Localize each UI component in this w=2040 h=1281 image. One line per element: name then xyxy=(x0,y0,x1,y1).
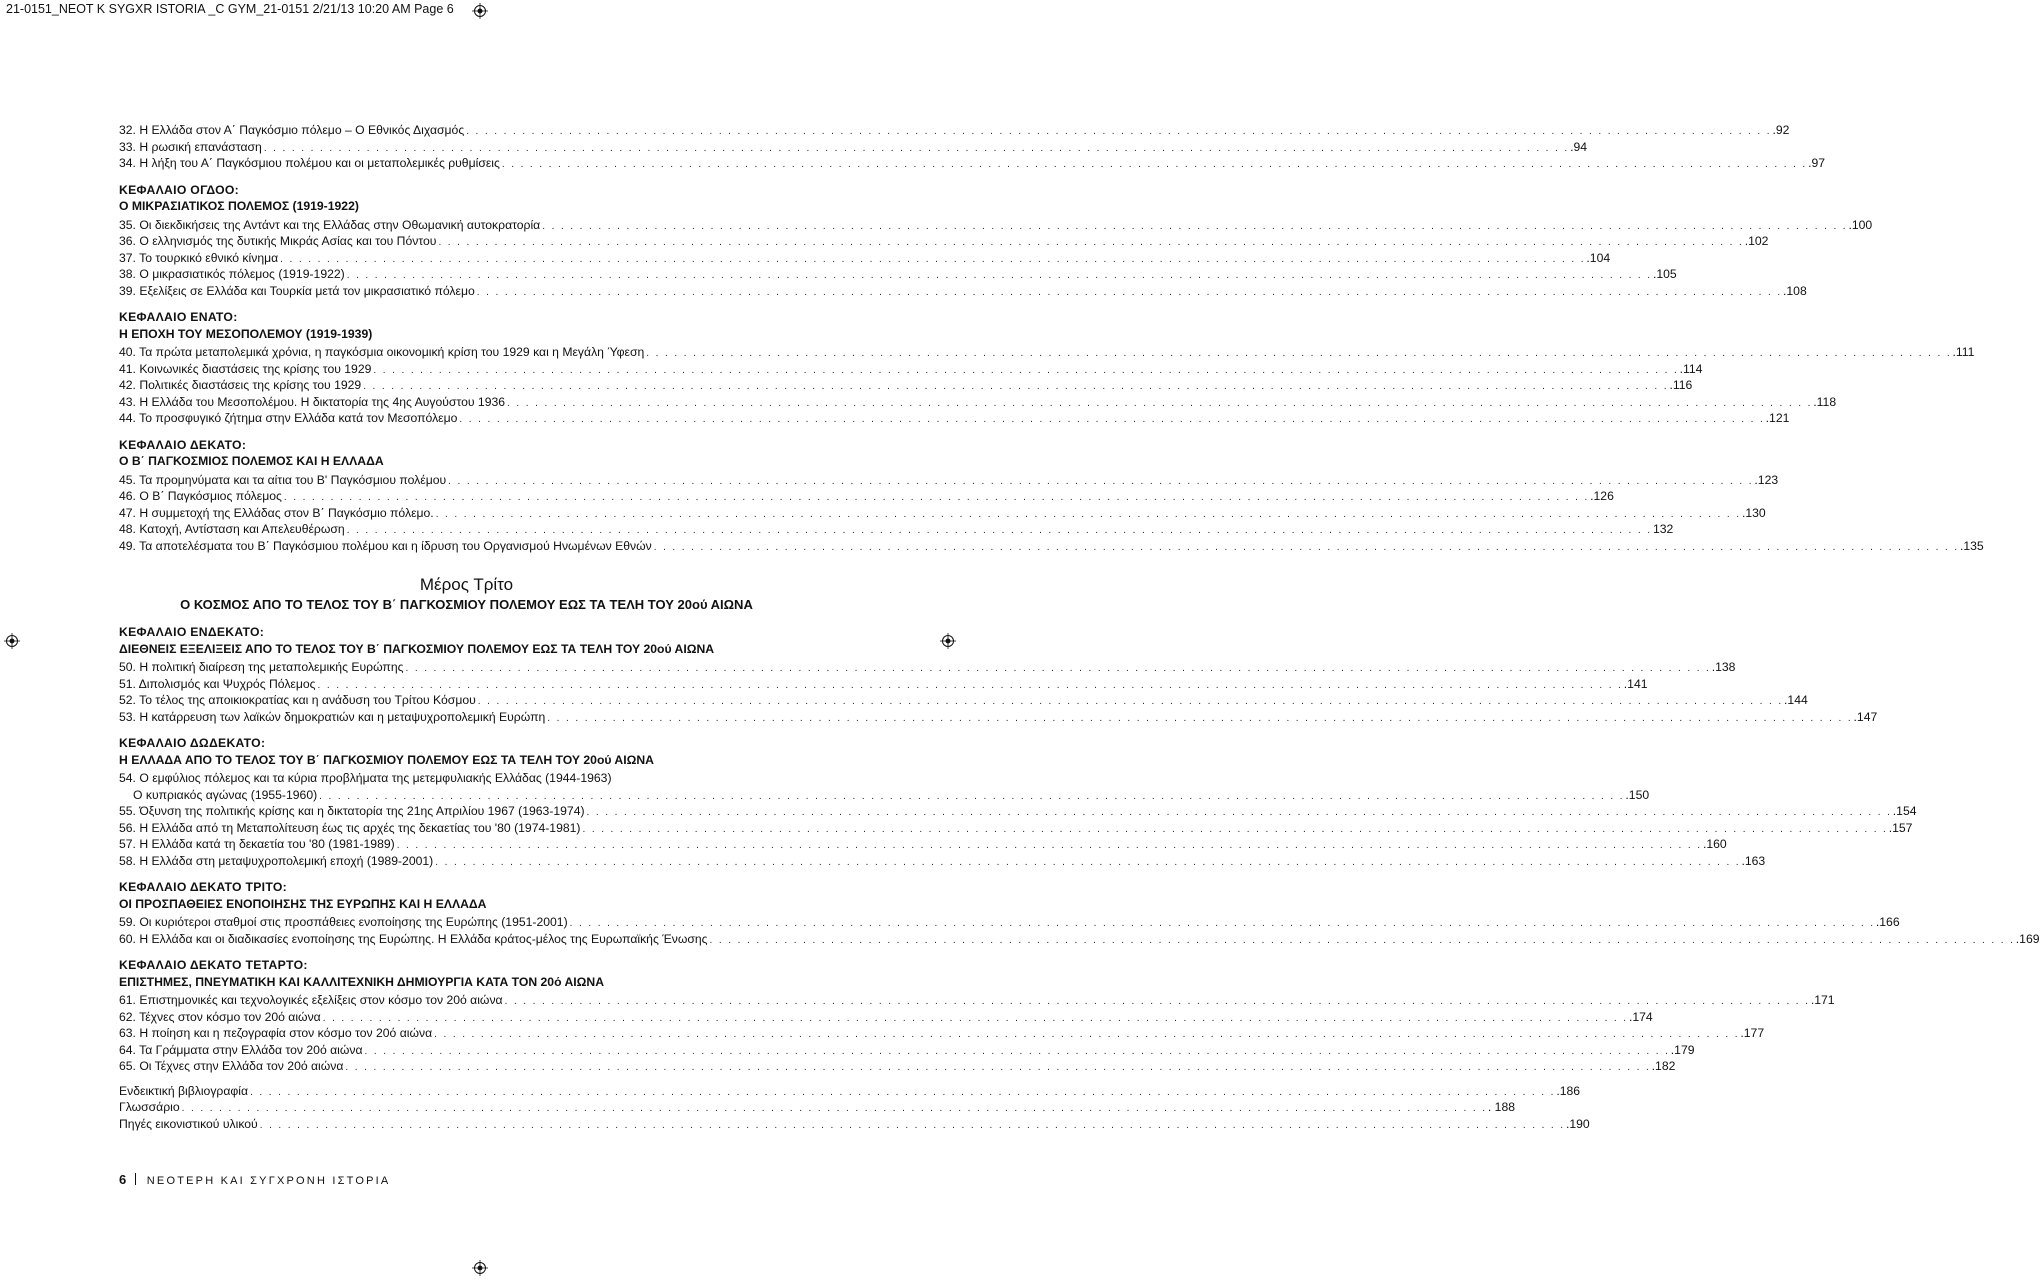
toc-entry-page: .130 xyxy=(1741,505,1766,520)
dot-leader: . . . . . . . . . . . . . . . . . . . . . . . . . . . . . . . . . . . . . . . . . . . . . . . . . . . . . . . . . . . . . . . . . . . . . . . . . . . . . . . . . . . . . . . . . . . . . . . . . . . . . . . . . . . . . . . . . . . . . . . . . . . . . . . . . . . . . . . . . . . . xyxy=(346,525,1652,536)
toc-entry-page: 132 xyxy=(1652,522,1674,536)
toc-entry-title: 49. Τα αποτελέσματα του Β΄ Παγκόσμιου πολέμου και η ίδρυση του Οργανισμού Ηνωμένων Εθνών xyxy=(119,538,652,553)
chapter-title: Ο Β΄ ΠΑΓΚΟΣΜΙΟΣ ΠΟΛΕΜΟΣ ΚΑΙ Η ΕΛΛΑΔΑ xyxy=(119,454,384,468)
toc-entry-title: 52. Το τέλος της αποικιοκρατίας και η ανάδυση του Τρίτου Κόσμου xyxy=(119,693,476,707)
toc-entry-page: .150 xyxy=(1625,787,1650,802)
toc-entry-page: .182 xyxy=(1651,1059,1676,1073)
page-footer xyxy=(119,1172,390,1187)
toc-entry-page: .186 xyxy=(1556,1083,1581,1098)
toc-entry-title: 40. Τα πρώτα μεταπολεμικά χρόνια, η παγκόσμια οικονομική κρίση του 1929 και η Μεγάλη Ύφεση xyxy=(119,345,645,359)
toc-entry-title: 64. Τα Γράμματα στην Ελλάδα τον 20ό αιώνα xyxy=(119,1042,363,1057)
toc-entry-title: Ενδεικτική βιβλιογραφία xyxy=(119,1083,249,1098)
toc-entry-title: Γλωσσάριο xyxy=(119,1100,180,1114)
toc-entry-title: Πηγές εικονιστικού υλικού xyxy=(119,1116,258,1131)
dot-leader: . . . . . . . . . . . . . . . . . . . . . . . . . . . . . . . . . . . . . . . . . . . . . . . . . . . . . . . . . . . . . . . . . . . . . . . . . . . . . . . . . . . . . . . . . . . . . . . . . . . . . . . . . . . . . . . . . . . . . . . . . . . . . . . . . . . . . . . . . . . . xyxy=(466,126,1772,137)
chapter-title: Ο ΜΙΚΡΑΣΙΑΤΙΚΟΣ ΠΟΛΕΜΟΣ (1919-1922) xyxy=(119,199,359,213)
toc-entry-page: .105 xyxy=(1652,267,1677,281)
toc-entry xyxy=(119,787,1650,804)
toc-entry xyxy=(119,1116,1590,1133)
dot-leader: . . . . . . . . . . . . . . . . . . . . . . . . . . . . . . . . . . . . . . . . . . . . . . . . . . . . . . . . . . . . . . . . . . . . . . . . . . . . . . . . . . . . . . . . . . . . . . . . . . . . . . . . . . . . . . . . . . . . . . . . . . . . . . . . . . . . . . . . . . . . xyxy=(646,348,1952,359)
toc-entry-page: .169 xyxy=(2015,931,2040,946)
toc-entry-title: 33. Η ρωσική επανάσταση xyxy=(119,139,262,154)
chapter-label: ΚΕΦΑΛΑΙΟ ΕΝΔΕΚΑΤΟ: xyxy=(119,625,265,639)
registration-mark-icon xyxy=(472,3,488,19)
toc-entry xyxy=(119,139,1588,156)
chapter-label: ΚΕΦΑΛΑΙΟ ΟΓΔΟΟ: xyxy=(119,182,240,197)
toc-entry-title: 32. Η Ελλάδα στον Α΄ Παγκόσμιο πόλεμο – Ο Εθνικός Διχασμός xyxy=(119,123,465,137)
registration-mark-icon xyxy=(4,633,20,649)
toc-entry-title: 65. Οι Τέχνες στην Ελλάδα τον 20ό αιώνα xyxy=(119,1059,344,1073)
toc-entry-page: .116 xyxy=(1669,378,1693,392)
dot-leader: . . . . . . . . . . . . . . . . . . . . . . . . . . . . . . . . . . . . . . . . . . . . . . . . . . . . . . . . . . . . . . . . . . . . . . . . . . . . . . . . . . . . . . . . . . . . . . . . . . . . . . . . . . . . . . . . . . . . . . . . . . . . . . . . . . . . . . . . . . . . xyxy=(263,142,1570,154)
toc-entry-title: 48. Κατοχή, Αντίσταση και Απελευθέρωση xyxy=(119,522,345,536)
chapter-title: ΔΙΕΘΝΕΙΣ ΕΞΕΛΙΞΕΙΣ ΑΠΟ ΤΟ ΤΕΛΟΣ ΤΟΥ Β΄ ΠΑΓΚΟΣΜΙΟΥ ΠΟΛΕΜΟΥ ΕΩΣ ΤΑ ΤΕΛΗ ΤΟΥ 20ού ΑΙΩΝΑ xyxy=(119,641,715,656)
chapter-label: ΚΕΦΑΛΑΙΟ ΕΝΑΤΟ: xyxy=(119,310,238,324)
dot-leader: . . . . . . . . . . . . . . . . . . . . . . . . . . . . . . . . . . . . . . . . . . . . . . . . . . . . . . . . . . . . . . . . . . . . . . . . . . . . . . . . . . . . . . . . . . . . . . . . . . . . . . . . . . . . . . . . . . . . . . . . . . . . . . . . . . . . . . . . . . . . xyxy=(582,823,1888,835)
toc-entry-page: .92 xyxy=(1772,123,1790,137)
dot-leader: . . . . . . . . . . . . . . . . . . . . . . . . . . . . . . . . . . . . . . . . . . . . . . . . . . . . . . . . . . . . . . . . . . . . . . . . . . . . . . . . . . . . . . . . . . . . . . . . . . . . . . . . . . . . . . . . . . . . . . . . . . . . . . . . . . . . . . . . . . . . xyxy=(405,663,1711,674)
chapter-title: ΕΠΙΣΤΗΜΕΣ, ΠΝΕΥΜΑΤΙΚΗ ΚΑΙ ΚΑΛΛΙΤΕΧΝΙΚΗ ΔΗΜΙΟΥΡΓΙΑ ΚΑΤΑ ΤΟΝ 20ό ΑΙΩΝΑ xyxy=(119,974,605,989)
dot-leader: . . . . . . . . . . . . . . . . . . . . . . . . . . . . . . . . . . . . . . . . . . . . . . . . . . . . . . . . . . . . . . . . . . . . . . . . . . . . . . . . . . . . . . . . . . . . . . . . . . . . . . . . . . . . . . . . . . . . . . . . . . . . . . . . . . . . . . . . . . . . xyxy=(507,397,1813,409)
toc-entry xyxy=(119,538,1984,555)
toc-entry-page: .100 xyxy=(1848,217,1873,232)
dot-leader: . . . . . . . . . . . . . . . . . . . . . . . . . . . . . . . . . . . . . . . . . . . . . . . . . . . . . . . . . . . . . . . . . . . . . . . . . . . . . . . . . . . . . . . . . . . . . . . . . . . . . . . . . . . . . . . . . . . . . . . . . . . . . . . . . . . . . . . . . . . . xyxy=(459,414,1765,425)
toc-entry xyxy=(119,709,1878,726)
toc-entry-title: 36. Ο ελληνισμός της δυτικής Μικράς Ασίας και του Πόντου xyxy=(119,234,437,248)
toc-entry-page: .94 xyxy=(1570,139,1588,154)
chapter-label: ΚΕΦΑΛΑΙΟ ΔΕΚΑΤΟ ΤΕΤΑΡΤΟ: xyxy=(119,958,308,972)
dot-leader: . . . . . . . . . . . . . . . . . . . . . . . . . . . . . . . . . . . . . . . . . . . . . . . . . . . . . . . . . . . . . . . . . . . . . . . . . . . . . . . . . . . . . . . . . . . . . . . . . . . . . . . . . . . . . . . . . . . . . . . . . . . . . . . . . . . . . . . . . . . . xyxy=(322,1012,1628,1024)
toc-entry-page: .108 xyxy=(1783,283,1807,298)
toc-entry-page: .123 xyxy=(1754,472,1779,487)
page-number: 6 xyxy=(119,1172,127,1187)
dot-leader: . . . . . . . . . . . . . . . . . . . . . . . . . . . . . . . . . . . . . . . . . . . . . . . . . . . . . . . . . . . . . . . . . . . . . . . . . . . . . . . . . . . . . . . . . . . . . . . . . . . . . . . . . . . . . . . . . . . . . . . . . . . . . . . . . . . . . . . . . . . . xyxy=(250,1086,1556,1098)
toc-entry-page: .97 xyxy=(1808,156,1826,170)
toc-entry-page: .102 xyxy=(1744,234,1769,248)
toc-entry-page: .166 xyxy=(1875,915,1900,929)
toc-entry-title: 60. Η Ελλάδα και οι διαδικασίες ενοποίησης της Ευρώπης. Η Ελλάδα κράτος-μέλος της Ευρωπαϊκής Ένωσης xyxy=(119,931,708,946)
dot-leader: . . . . . . . . . . . . . . . . . . . . . . . . . . . . . . . . . . . . . . . . . . . . . . . . . . . . . . . . . . . . . . . . . . . . . . . . . . . . . . . . . . . . . . . . . . . . . . . . . . . . . . . . . . . . . . . . . . . . . . . . . . . . . . . . . . . . . . . . . . . . xyxy=(504,996,1810,1007)
dot-leader: . . . . . . . . . . . . . . . . . . . . . . . . . . . . . . . . . . . . . . . . . . . . . . . . . . . . . . . . . . . . . . . . . . . . . . . . . . . . . . . . . . . . . . . . . . . . . . . . . . . . . . . . . . . . . . . . . . . . . . . . . . . . . . . . . . . . . . . . . . . . xyxy=(476,286,1782,298)
toc-entry-title: 46. Ο Β΄ Παγκόσμιος πόλεμος xyxy=(119,489,282,503)
toc-entry xyxy=(119,692,1808,709)
toc-entry-title: 38. Ο μικρασιατικός πόλεμος (1919-1922) xyxy=(119,267,345,281)
dot-leader: . . . . . . . . . . . . . . . . . . . . . . . . . . . . . . . . . . . . . . . . . . . . . . . . . . . . . . . . . . . . . . . . . . . . . . . . . . . . . . . . . . . . . . . . . . . . . . . . . . . . . . . . . . . . . . . . . . . . . . . . . . . . . . . . . . . . . . . . . . . . xyxy=(542,220,1848,232)
toc-entry xyxy=(119,836,1727,853)
toc-entry-page: . 188 xyxy=(1487,1100,1516,1114)
toc-entry xyxy=(119,521,1674,538)
dot-leader: . . . . . . . . . . . . . . . . . . . . . . . . . . . . . . . . . . . . . . . . . . . . . . . . . . . . . . . . . . . . . . . . . . . . . . . . . . . . . . . . . . . . . . . . . . . . . . . . . . . . . . . . . . . . . . . . . . . . . . . . . . . . . . . . . . . . . . . . . . . . xyxy=(345,1062,1651,1073)
toc-entry xyxy=(119,361,1703,378)
dot-leader: . . . . . . . . . . . . . . . . . . . . . . . . . . . . . . . . . . . . . . . . . . . . . . . . . . . . . . . . . . . . . . . . . . . . . . . . . . . . . . . . . . . . . . . . . . . . . . . . . . . . . . . . . . . . . . . . . . . . . . . . . . . . . . . . . . . . . . . . . . . . xyxy=(283,492,1590,503)
toc-entry xyxy=(119,377,1693,394)
toc-entry-page: .160 xyxy=(1702,837,1727,851)
chapter-title: Η ΕΠΟΧΗ ΤΟΥ ΜΕΣΟΠΟΛΕΜΟΥ (1919-1939) xyxy=(119,326,373,341)
toc-entry xyxy=(119,394,1837,411)
dot-leader: . . . . . . . . . . . . . . . . . . . . . . . . . . . . . . . . . . . . . . . . . . . . . . . . . . . . . . . . . . . . . . . . . . . . . . . . . . . . . . . . . . . . . . . . . . . . . . . . . . . . . . . . . . . . . . . . . . . . . . . . . . . . . . . . . . . . . . . . . . . . xyxy=(438,237,1744,248)
dot-leader: . . . . . . . . . . . . . . . . . . . . . . . . . . . . . . . . . . . . . . . . . . . . . . . . . . . . . . . . . . . . . . . . . . . . . . . . . . . . . . . . . . . . . . . . . . . . . . . . . . . . . . . . . . . . . . . . . . . . . . . . . . . . . . . . . . . . . . . . . . . . xyxy=(569,918,1875,929)
toc-entry-title: 57. Η Ελλάδα κατά τη δεκαετία του '80 (1981-1989) xyxy=(119,837,395,851)
chapter-label: ΚΕΦΑΛΑΙΟ ΔΩΔΕΚΑΤΟ: xyxy=(119,736,266,750)
dot-leader: . . . . . . . . . . . . . . . . . . . . . . . . . . . . . . . . . . . . . . . . . . . . . . . . . . . . . . . . . . . . . . . . . . . . . . . . . . . . . . . . . . . . . . . . . . . . . . . . . . . . . . . . . . . . . . . . . . . . . . . . . . . . . . . . . . . . . . . . . . . . xyxy=(448,475,1754,487)
dot-leader: . . . . . . . . . . . . . . . . . . . . . . . . . . . . . . . . . . . . . . . . . . . . . . . . . . . . . . . . . . . . . . . . . . . . . . . . . . . . . . . . . . . . . . . . . . . . . . . . . . . . . . . . . . . . . . . . . . . . . . . . . . . . . . . . . . . . . . . . . . . . xyxy=(319,790,1625,802)
dot-leader: . . . . . . . . . . . . . . . . . . . . . . . . . . . . . . . . . . . . . . . . . . . . . . . . . . . . . . . . . . . . . . . . . . . . . . . . . . . . . . . . . . . . . . . . . . . . . . . . . . . . . . . . . . . . . . . . . . . . . . . . . . . . . . . . . . . . . . . . . . . . xyxy=(435,856,1741,868)
toc-entry-title: 50. Η πολιτική διαίρεση της μεταπολεμικής Ευρώπης xyxy=(119,660,404,674)
chapter-heading xyxy=(119,735,814,768)
chapter-heading xyxy=(119,879,814,912)
toc-entry xyxy=(119,122,1790,139)
part-heading xyxy=(119,574,814,614)
toc-entry xyxy=(119,803,1917,820)
toc-entry-page: .111 xyxy=(1952,345,1975,359)
toc-entry-page: .114 xyxy=(1679,361,1703,376)
toc-entry-title: 45. Τα προμηνύματα και τα αίτια του Β' Παγκόσμιου πολέμου xyxy=(119,472,447,487)
registration-mark-icon xyxy=(472,1260,488,1276)
chapter-heading xyxy=(119,182,814,215)
toc-entry-page: .147 xyxy=(1853,709,1878,724)
registration-mark-icon xyxy=(940,633,956,649)
toc-entry xyxy=(119,233,1769,250)
toc-entry xyxy=(119,1009,1653,1026)
dot-leader: . . . . . . . . . . . . . . . . . . . . . . . . . . . . . . . . . . . . . . . . . . . . . . . . . . . . . . . . . . . . . . . . . . . . . . . . . . . . . . . . . . . . . . . . . . . . . . . . . . . . . . . . . . . . . . . . . . . . . . . . . . . . . . . . . . . . . . . . . . . . xyxy=(181,1103,1487,1114)
toc-entry xyxy=(119,914,1900,931)
toc-entry-page: .118 xyxy=(1813,394,1837,409)
chapter-label: ΚΕΦΑΛΑΙΟ ΔΕΚΑΤΟ: xyxy=(119,437,247,452)
running-title: ΝΕΟΤΕΡΗ ΚΑΙ ΣΥΓΧΡΟΝΗ ΙΣΤΟΡΙΑ xyxy=(146,1175,391,1187)
toc-entry xyxy=(119,250,1611,267)
toc-entry xyxy=(119,931,2040,948)
toc-entry xyxy=(119,676,1648,693)
toc-entry xyxy=(119,488,1614,505)
toc-entry-page: .135 xyxy=(1959,538,1984,553)
dot-leader: . . . . . . . . . . . . . . . . . . . . . . . . . . . . . . . . . . . . . . . . . . . . . . . . . . . . . . . . . . . . . . . . . . . . . . . . . . . . . . . . . . . . . . . . . . . . . . . . . . . . . . . . . . . . . . . . . . . . . . . . . . . . . . . . . . . . . . . . . . . . xyxy=(434,1029,1740,1040)
toc-entry xyxy=(119,992,1835,1009)
toc-entry xyxy=(119,1025,1765,1042)
toc-entry-title: 53. Η κατάρρευση των λαϊκών δημοκρατιών και η μεταψυχροπολεμική Ευρώπη xyxy=(119,709,546,724)
toc-entry xyxy=(119,266,1677,283)
toc-entry-title: 34. Η λήξη του Α΄ Παγκόσμιου πολέμου και οι μεταπολεμικές ρυθμίσεις xyxy=(119,156,500,170)
toc-entry xyxy=(119,659,1736,676)
toc-entry-title: 35. Οι διεκδικήσεις της Αντάντ και της Ελλάδας στην Οθωμανική αυτοκρατορία xyxy=(119,217,541,232)
chapter-title: Η ΕΛΛΑΔΑ ΑΠΟ ΤΟ ΤΕΛΟΣ ΤΟΥ Β΄ ΠΑΓΚΟΣΜΙΟΥ ΠΟΛΕΜΟΥ ΕΩΣ ΤΑ ΤΕΛΗ ΤΟΥ 20ού ΑΙΩΝΑ xyxy=(119,752,654,767)
footer-divider xyxy=(135,1173,136,1185)
toc-entry-page: .174 xyxy=(1628,1009,1653,1024)
dot-leader: . . . . . . . . . . . . . . . . . . . . . . . . . . . . . . . . . . . . . . . . . . . . . . . . . . . . . . . . . . . . . . . . . . . . . . . . . . . . . . . . . . . . . . . . . . . . . . . . . . . . . . . . . . . . . . . . . . . . . . . . . . . . . . . . . . . . . . . . . . . . xyxy=(501,159,1808,170)
toc-entry-page: .157 xyxy=(1888,820,1913,835)
toc-entry-title: 41. Κοινωνικές διαστάσεις της κρίσης του 1929 xyxy=(119,361,372,376)
dot-leader: . . . . . . . . . . . . . . . . . . . . . . . . . . . . . . . . . . . . . . . . . . . . . . . . . . . . . . . . . . . . . . . . . . . . . . . . . . . . . . . . . . . . . . . . . . . . . . . . . . . . . . . . . . . . . . . . . . . . . . . . . . . . . . . . . . . . . . . . . . . . xyxy=(259,1119,1565,1131)
chapter-heading xyxy=(119,957,814,990)
toc-entry xyxy=(119,820,1913,837)
toc-entry xyxy=(119,1099,1516,1116)
toc-entry xyxy=(119,217,1873,234)
toc-entry-page: .154 xyxy=(1892,804,1917,818)
toc-entry-title: 59. Οι κυριότεροι σταθμοί στις προσπάθειες ενοποίησης της Ευρώπης (1951-2001) xyxy=(119,915,568,929)
dot-leader: . . . . . . . . . . . . . . . . . . . . . . . . . . . . . . . . . . . . . . . . . . . . . . . . . . . . . . . . . . . . . . . . . . . . . . . . . . . . . . . . . . . . . . . . . . . . . . . . . . . . . . . . . . . . . . . . . . . . . . . . . . . . . . . . . . . . . . . . . . . . xyxy=(373,364,1679,376)
chapter-label: ΚΕΦΑΛΑΙΟ ΔΕΚΑΤΟ ΤΡΙΤΟ: xyxy=(119,880,288,894)
toc-entry xyxy=(119,410,1790,427)
toc-entry-page: .179 xyxy=(1670,1042,1695,1057)
toc-entry-title: 42. Πολιτικές διαστάσεις της κρίσης του 1929 xyxy=(119,378,362,392)
toc-entry-page: .171 xyxy=(1810,993,1835,1007)
toc-entry-page: .141 xyxy=(1623,676,1648,691)
toc-entry-page: .163 xyxy=(1741,853,1766,868)
toc-entry-title: 39. Εξελίξεις σε Ελλάδα και Τουρκία μετά τον μικρασιατικό πόλεμο xyxy=(119,283,475,298)
toc-entry-title: 56. Η Ελλάδα από τη Μεταπολίτευση έως τις αρχές της δεκαετίας του '80 (1974-1981) xyxy=(119,820,581,835)
toc-entry-page: .190 xyxy=(1565,1116,1590,1131)
dot-leader: . . . . . . . . . . . . . . . . . . . . . . . . . . . . . . . . . . . . . . . . . . . . . . . . . . . . . . . . . . . . . . . . . . . . . . . . . . . . . . . . . . . . . . . . . . . . . . . . . . . . . . . . . . . . . . . . . . . . . . . . . . . . . . . . . . . . . . . . . . . . xyxy=(653,541,1959,553)
toc-entry-page: .104 xyxy=(1586,250,1611,265)
dot-leader: . . . . . . . . . . . . . . . . . . . . . . . . . . . . . . . . . . . . . . . . . . . . . . . . . . . . . . . . . . . . . . . . . . . . . . . . . . . . . . . . . . . . . . . . . . . . . . . . . . . . . . . . . . . . . . . . . . . . . . . . . . . . . . . . . . . . . . . . . . . . xyxy=(547,712,1853,724)
toc-entry-page: .126 xyxy=(1590,489,1614,503)
toc-entry-title: 51. Διπολισμός και Ψυχρός Πόλεμος xyxy=(119,676,316,691)
toc-entry xyxy=(119,344,1975,361)
toc-entry-title: 63. Η ποίηση και η πεζογραφία στον κόσμο τον 20ό αιώνα xyxy=(119,1026,433,1040)
toc-entry xyxy=(119,1042,1695,1059)
dot-leader: . . . . . . . . . . . . . . . . . . . . . . . . . . . . . . . . . . . . . . . . . . . . . . . . . . . . . . . . . . . . . . . . . . . . . . . . . . . . . . . . . . . . . . . . . . . . . . . . . . . . . . . . . . . . . . . . . . . . . . . . . . . . . . . . . . . . . . . . . . . . xyxy=(363,381,1669,392)
dot-leader: . . . . . . . . . . . . . . . . . . . . . . . . . . . . . . . . . . . . . . . . . . . . . . . . . . . . . . . . . . . . . . . . . . . . . . . . . . . . . . . . . . . . . . . . . . . . . . . . . . . . . . . . . . . . . . . . . . . . . . . . . . . . . . . . . . . . . . . . . . . . xyxy=(396,840,1702,851)
toc-entry-title: 58. Η Ελλάδα στη μεταψυχροπολεμική εποχή (1989-2001) xyxy=(119,853,434,868)
toc-entry-page: .121 xyxy=(1765,411,1790,425)
dot-leader: . . . . . . . . . . . . . . . . . . . . . . . . . . . . . . . . . . . . . . . . . . . . . . . . . . . . . . . . . . . . . . . . . . . . . . . . . . . . . . . . . . . . . . . . . . . . . . . . . . . . . . . . . . . . . . . . . . . . . . . . . . . . . . . . . . . . . . . . . . . . xyxy=(709,934,2015,946)
part-title: Μέρος Τρίτο xyxy=(419,575,514,594)
dot-leader: . . . . . . . . . . . . . . . . . . . . . . . . . . . . . . . . . . . . . . . . . . . . . . . . . . . . . . . . . . . . . . . . . . . . . . . . . . . . . . . . . . . . . . . . . . . . . . . . . . . . . . . . . . . . . . . . . . . . . . . . . . . . . . . . . . . . . . . . . . . . xyxy=(477,696,1784,707)
chapter-heading xyxy=(119,309,814,342)
toc-entry-title: 62. Τέχνες στον κόσμο τον 20ό αιώνα xyxy=(119,1009,321,1024)
chapter-heading xyxy=(119,437,814,470)
toc-entry-title: 61. Επιστημονικές και τεχνολογικές εξελίξεις στον κόσμο τον 20ό αιώνα xyxy=(119,993,503,1007)
toc-entry-title: 55. Όξυνση της πολιτικής κρίσης και η δικτατορία της 21ης Απριλίου 1967 (1963-1974) xyxy=(119,804,585,818)
toc-entry xyxy=(119,505,1766,522)
toc-entry-title: 54. Ο εμφύλιος πόλεμος και τα κύρια προβλήματα της μετεμφυλιακής Ελλάδας (1944-1963) xyxy=(119,771,612,785)
toc-entry-page: .177 xyxy=(1740,1026,1765,1040)
toc-entry xyxy=(119,155,1826,172)
dot-leader: . . . . . . . . . . . . . . . . . . . . . . . . . . . . . . . . . . . . . . . . . . . . . . . . . . . . . . . . . . . . . . . . . . . . . . . . . . . . . . . . . . . . . . . . . . . . . . . . . . . . . . . . . . . . . . . . . . . . . . . . . . . . . . . . . . . . . . . . . . . . xyxy=(435,508,1741,520)
toc-entry-title: 37. Το τουρκικό εθνικό κίνημα xyxy=(119,250,279,265)
toc-entry xyxy=(119,283,1807,300)
toc-entry-title: 44. Το προσφυγικό ζήτημα στην Ελλάδα κατά τον Μεσοπόλεμο xyxy=(119,411,458,425)
toc-entry-title: 43. Η Ελλάδα του Μεσοπολέμου. Η δικτατορία της 4ης Αυγούστου 1936 xyxy=(119,394,506,409)
dot-leader: . . . . . . . . . . . . . . . . . . . . . . . . . . . . . . . . . . . . . . . . . . . . . . . . . . . . . . . . . . . . . . . . . . . . . . . . . . . . . . . . . . . . . . . . . . . . . . . . . . . . . . . . . . . . . . . . . . . . . . . . . . . . . . . . . . . . . . . . . . . . xyxy=(346,270,1652,281)
toc-entry xyxy=(119,472,1779,489)
dot-leader: . . . . . . . . . . . . . . . . . . . . . . . . . . . . . . . . . . . . . . . . . . . . . . . . . . . . . . . . . . . . . . . . . . . . . . . . . . . . . . . . . . . . . . . . . . . . . . . . . . . . . . . . . . . . . . . . . . . . . . . . . . . . . . . . . . . . . . . . . . . . xyxy=(280,253,1586,265)
toc-entry-page: .144 xyxy=(1784,693,1808,707)
toc-entry-title: 47. Η συμμετοχή της Ελλάδας στον Β΄ Παγκόσμιο πόλεμο. xyxy=(119,505,434,520)
toc-entry xyxy=(119,1083,1581,1100)
chapter-title: ΟΙ ΠΡΟΣΠΑΘΕΙΕΣ ΕΝΟΠΟΙΗΣΗΣ ΤΗΣ ΕΥΡΩΠΗΣ ΚΑΙ Η ΕΛΛΑΔΑ xyxy=(119,896,487,911)
toc-entry-title: Ο κυπριακός αγώνας (1955-1960) xyxy=(133,787,318,802)
dot-leader: . . . . . . . . . . . . . . . . . . . . . . . . . . . . . . . . . . . . . . . . . . . . . . . . . . . . . . . . . . . . . . . . . . . . . . . . . . . . . . . . . . . . . . . . . . . . . . . . . . . . . . . . . . . . . . . . . . . . . . . . . . . . . . . . . . . . . . . . . . . . xyxy=(364,1045,1670,1057)
toc-entry xyxy=(119,853,1766,870)
chapter-heading xyxy=(119,624,814,657)
dot-leader: . . . . . . . . . . . . . . . . . . . . . . . . . . . . . . . . . . . . . . . . . . . . . . . . . . . . . . . . . . . . . . . . . . . . . . . . . . . . . . . . . . . . . . . . . . . . . . . . . . . . . . . . . . . . . . . . . . . . . . . . . . . . . . . . . . . . . . . . . . . . xyxy=(586,807,1892,818)
print-slug-header: 21-0151_NEOT K SYGXR ISTORIA _C GYM_21-0151 2/21/13 10:20 AM Page 6 xyxy=(6,2,454,16)
toc-entry xyxy=(119,1058,1676,1075)
table-of-contents xyxy=(119,122,2040,1132)
toc-entry-page: .138 xyxy=(1711,660,1736,674)
part-subtitle: Ο ΚΟΣΜΟΣ ΑΠΟ ΤΟ ΤΕΛΟΣ ΤΟΥ Β΄ ΠΑΓΚΟΣΜΙΟΥ ΠΟΛΕΜΟΥ ΕΩΣ ΤΑ ΤΕΛΗ ΤΟΥ 20ού ΑΙΩΝΑ xyxy=(180,597,753,612)
dot-leader: . . . . . . . . . . . . . . . . . . . . . . . . . . . . . . . . . . . . . . . . . . . . . . . . . . . . . . . . . . . . . . . . . . . . . . . . . . . . . . . . . . . . . . . . . . . . . . . . . . . . . . . . . . . . . . . . . . . . . . . . . . . . . . . . . . . . . . . . . . . . xyxy=(317,679,1623,691)
